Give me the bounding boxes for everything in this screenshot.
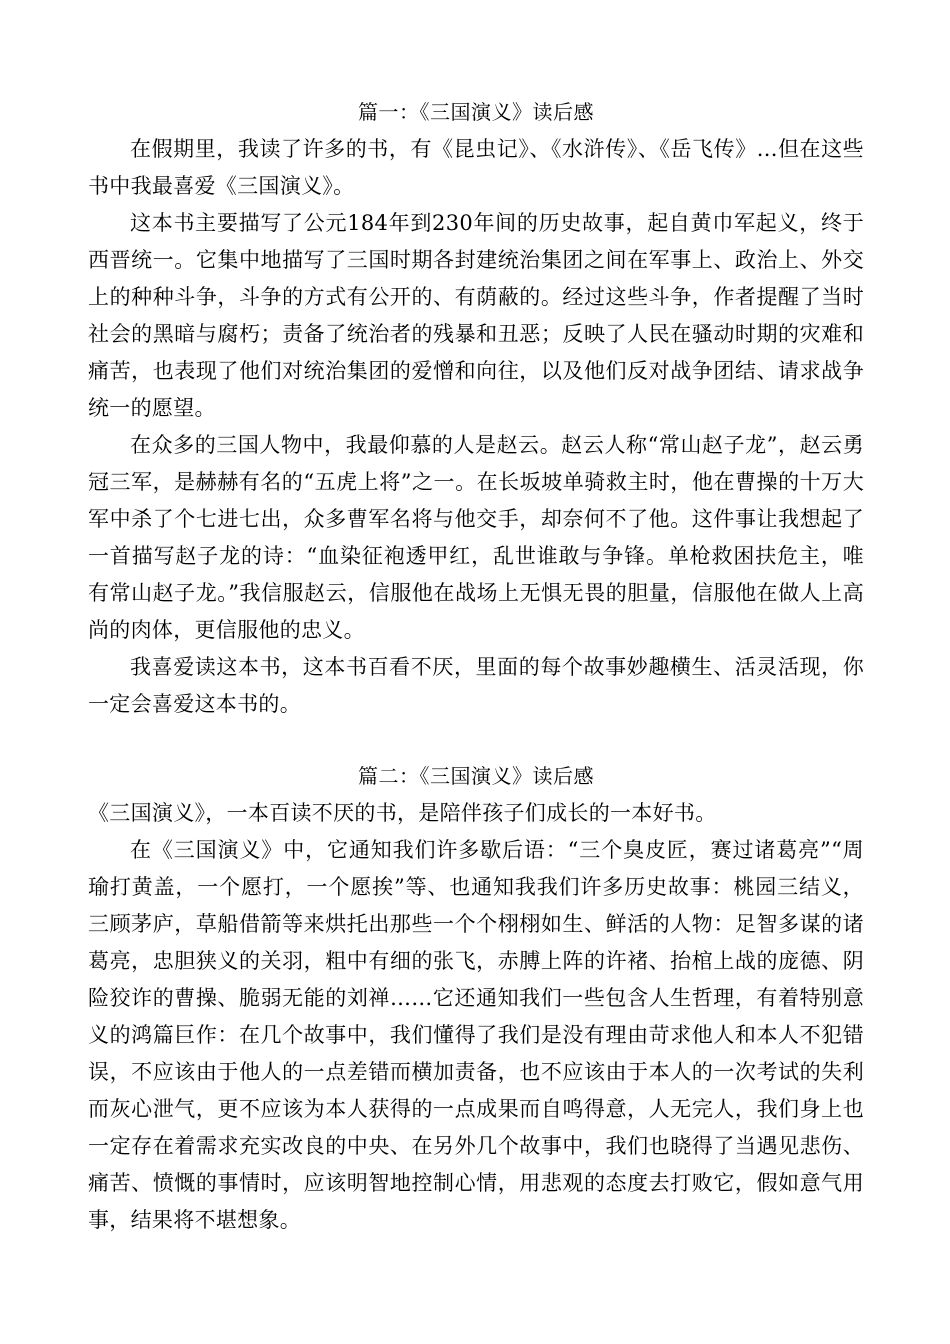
article-one-paragraph-2: 这本书主要描写了公元184年到230年间的历史故事，起自黄巾军起义，终于西晋统一。它集中地描写了三国时期各封建统治集团之间在军事上、政治上、外交上的种种斗争，斗争的方式有公开的、有荫蔽的。经过这些斗争，作者提醒了当时社会的黑暗与腐朽；责备了统治者的残暴和丑恶；反映了人民在骚动时期的灾难和痛苦，也表现了他们对统治集团的爱憎和向往，以及他们反对战争团结、请求战争统一的愿望。	[88, 211, 864, 420]
article-one-paragraph-4: 我喜爱读这本书，这本书百看不厌，里面的每个故事妙趣横生、活灵活现，你一定会喜爱这本书的。	[88, 655, 864, 716]
article-two-title: 篇二：《三国演义》读后感	[358, 764, 594, 788]
article-one-paragraph-1: 在假期里，我读了许多的书，有《昆虫记》、《水浒传》、《岳飞传》...但在这些书中我最喜爱《三国演义》。	[88, 137, 864, 198]
article-two-paragraph-2: 在《三国演义》中，它通知我们许多歇后语：“三个臭皮匠，赛过诸葛亮”“周瑜打黄盖，一个愿打，一个愿挨”等、也通知我我们许多历史故事：桃园三结义，三顾茅庐，草船借箭等来烘托出那些一个个栩栩如生、鲜活的人物：足智多谋的诸葛亮，忠胆狭义的关羽，粗中有细的张飞，赤膊上阵的许褚、抬棺上战的庞德、阴险狡诈的曹操、脆弱无能的刘禅……它还通知我们一些包含人生哲理，有着特别意义的鸿篇巨作：在几个故事中，我们懂得了我们是没有理由苛求他人和本人不犯错误，不应该由于他人的一点差错而横加责备，也不应该由于本人的一次考试的失利而灰心泄气，更不应该为本人获得的一点成果而自鸣得意，人无完人，我们身上也一定存在着需求充实改良的中央、在另外几个故事中，我们也晓得了当遇见悲伤、痛苦、愤慨的事情时，应该明智地控制心情，用悲观的态度去打败它，假如意气用事，结果将不堪想象。	[88, 838, 864, 1232]
article-two	[88, 758, 864, 1239]
article-two-paragraph-1: 《三国演义》，一本百读不厌的书，是陪伴孩子们成长的一本好书。	[88, 801, 717, 825]
article-one-title: 篇一：《三国演义》读后感	[358, 100, 594, 124]
article-one	[88, 94, 864, 723]
article-one-paragraph-3: 在众多的三国人物中，我最仰慕的人是赵云。赵云人称“常山赵子龙”，赵云勇冠三军，是赫赫有名的“五虎上将”之一。在长坂坡单骑救主时，他在曹操的十万大军中杀了个七进七出，众多曹军名将与他交手，却奈何不了他。这件事让我想起了一首描写赵子龙的诗：“血染征袍透甲红，乱世谁敢与争锋。单枪救困扶危主，唯有常山赵子龙。”我信服赵云，信服他在战场上无惧无畏的胆量，信服他在做人上高尚的肉体，更信服他的忠义。	[88, 433, 864, 642]
